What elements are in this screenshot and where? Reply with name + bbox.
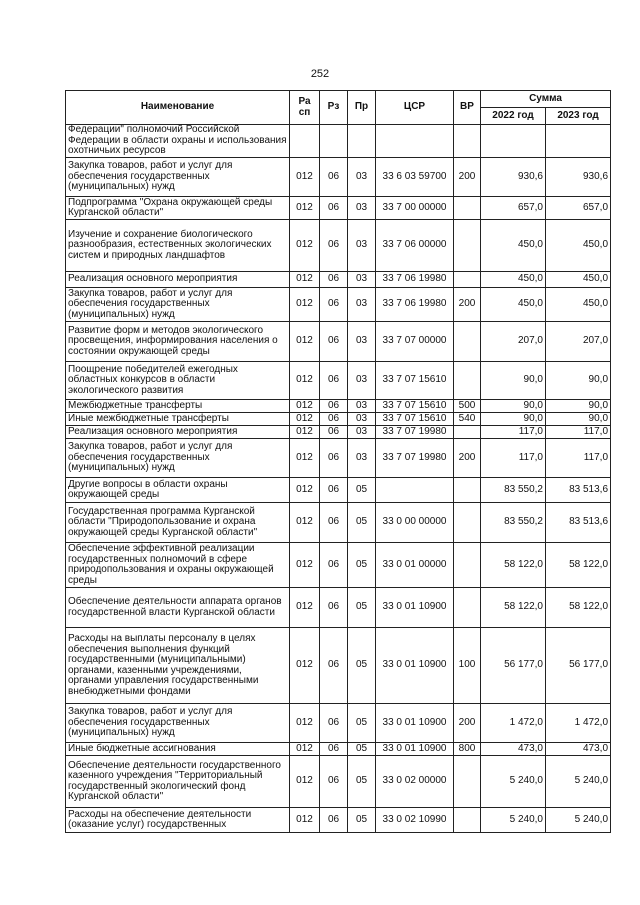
row-sum-2022: 473,0	[481, 743, 546, 756]
row-sum-2022: 930,6	[481, 158, 546, 197]
header-name: Наименование	[66, 91, 290, 125]
header-vr: ВР	[454, 91, 481, 125]
table-row	[66, 628, 611, 704]
row-sum-2023	[546, 125, 611, 158]
row-vr	[454, 808, 481, 833]
row-ra: 012	[290, 288, 320, 322]
row-rz: 06	[320, 400, 348, 413]
row-vr: 800	[454, 743, 481, 756]
row-pr: 03	[348, 413, 376, 426]
row-csr: 33 7 07 00000	[376, 322, 454, 362]
row-sum-2023: 90,0	[546, 400, 611, 413]
row-rz: 06	[320, 628, 348, 704]
table-row	[66, 197, 611, 220]
row-ra: 012	[290, 756, 320, 808]
row-sum-2022: 207,0	[481, 322, 546, 362]
row-sum-2023: 450,0	[546, 272, 611, 288]
row-name: Федерации" полномочий Российской Федерации в области охраны и использования охотничьих ресурсов	[66, 125, 290, 158]
row-ra: 012	[290, 158, 320, 197]
row-vr: 100	[454, 628, 481, 704]
row-ra: 012	[290, 272, 320, 288]
row-rz: 06	[320, 478, 348, 503]
row-rz: 06	[320, 588, 348, 628]
row-sum-2023: 117,0	[546, 439, 611, 478]
table-row	[66, 426, 611, 439]
row-name: Закупка товаров, работ и услуг для обеспечения государственных (муниципальных) нужд	[66, 158, 290, 197]
table-row	[66, 543, 611, 588]
row-pr: 05	[348, 704, 376, 743]
row-csr: 33 7 00 00000	[376, 197, 454, 220]
row-vr	[454, 543, 481, 588]
table-row	[66, 288, 611, 322]
row-sum-2023: 930,6	[546, 158, 611, 197]
row-sum-2023: 83 513,6	[546, 478, 611, 503]
row-sum-2023: 207,0	[546, 322, 611, 362]
row-vr: 200	[454, 439, 481, 478]
row-rz: 06	[320, 704, 348, 743]
row-name: Закупка товаров, работ и услуг для обеспечения государственных (муниципальных) нужд	[66, 439, 290, 478]
row-sum-2023: 5 240,0	[546, 756, 611, 808]
row-ra: 012	[290, 197, 320, 220]
row-vr: 200	[454, 158, 481, 197]
row-sum-2023: 1 472,0	[546, 704, 611, 743]
row-csr: 33 6 03 59700	[376, 158, 454, 197]
row-csr: 33 0 02 10990	[376, 808, 454, 833]
header-sum: Сумма	[481, 91, 611, 108]
row-csr: 33 0 01 10900	[376, 704, 454, 743]
row-rz: 06	[320, 158, 348, 197]
row-rz: 06	[320, 322, 348, 362]
row-sum-2022: 58 122,0	[481, 543, 546, 588]
row-sum-2022: 5 240,0	[481, 808, 546, 833]
row-pr: 03	[348, 426, 376, 439]
row-csr: 33 7 07 15610	[376, 400, 454, 413]
row-sum-2022: 83 550,2	[481, 478, 546, 503]
row-sum-2023: 5 240,0	[546, 808, 611, 833]
table-row	[66, 362, 611, 400]
row-rz: 06	[320, 220, 348, 272]
table-row	[66, 743, 611, 756]
row-pr: 03	[348, 197, 376, 220]
header-csr: ЦСР	[376, 91, 454, 125]
row-name: Поощрение победителей ежегодных областных конкурсов в области экологического развития	[66, 362, 290, 400]
row-csr: 33 7 07 19980	[376, 426, 454, 439]
row-ra: 012	[290, 478, 320, 503]
row-rz: 06	[320, 743, 348, 756]
row-ra: 012	[290, 743, 320, 756]
row-sum-2023: 83 513,6	[546, 503, 611, 543]
row-rz: 06	[320, 426, 348, 439]
row-vr: 500	[454, 400, 481, 413]
row-sum-2023: 56 177,0	[546, 628, 611, 704]
row-name: Другие вопросы в области охраны окружающей среды	[66, 478, 290, 503]
row-csr: 33 0 01 10900	[376, 588, 454, 628]
row-csr: 33 7 07 19980	[376, 439, 454, 478]
row-vr	[454, 478, 481, 503]
row-name: Иные межбюджетные трансферты	[66, 413, 290, 426]
row-pr: 05	[348, 808, 376, 833]
row-sum-2022: 1 472,0	[481, 704, 546, 743]
row-csr	[376, 478, 454, 503]
row-name: Межбюджетные трансферты	[66, 400, 290, 413]
row-pr: 05	[348, 756, 376, 808]
row-rz: 06	[320, 503, 348, 543]
row-sum-2022: 117,0	[481, 439, 546, 478]
row-ra: 012	[290, 439, 320, 478]
row-vr	[454, 756, 481, 808]
row-name: Закупка товаров, работ и услуг для обеспечения государственных (муниципальных) нужд	[66, 288, 290, 322]
row-ra: 012	[290, 220, 320, 272]
row-pr: 05	[348, 628, 376, 704]
row-pr: 03	[348, 362, 376, 400]
row-csr: 33 0 02 00000	[376, 756, 454, 808]
row-pr: 03	[348, 220, 376, 272]
row-sum-2022: 657,0	[481, 197, 546, 220]
row-pr: 03	[348, 288, 376, 322]
page-number: 252	[310, 68, 330, 80]
row-sum-2022: 5 240,0	[481, 756, 546, 808]
row-sum-2023: 450,0	[546, 220, 611, 272]
row-name: Изучение и сохранение биологического разнообразия, естественных экологических систем и природных ландшафтов	[66, 220, 290, 272]
row-sum-2023: 58 122,0	[546, 588, 611, 628]
header-2022: 2022 год	[481, 108, 546, 125]
row-vr	[454, 362, 481, 400]
row-ra: 012	[290, 808, 320, 833]
row-name: Обеспечение эффективной реализации государственных полномочий в сфере природопользования и охраны окружающей среды	[66, 543, 290, 588]
row-ra: 012	[290, 628, 320, 704]
table-row	[66, 704, 611, 743]
row-sum-2022: 56 177,0	[481, 628, 546, 704]
row-rz: 06	[320, 362, 348, 400]
row-ra: 012	[290, 704, 320, 743]
row-csr: 33 7 06 19980	[376, 272, 454, 288]
row-sum-2023: 58 122,0	[546, 543, 611, 588]
row-pr: 05	[348, 478, 376, 503]
row-name: Развитие форм и методов экологического просвещения, информирования населения о состоянии окружающей среды	[66, 322, 290, 362]
row-csr: 33 0 00 00000	[376, 503, 454, 543]
row-name: Расходы на обеспечение деятельности (оказание услуг) государственных	[66, 808, 290, 833]
row-pr: 03	[348, 439, 376, 478]
row-rz: 06	[320, 756, 348, 808]
row-name: Реализация основного мероприятия	[66, 426, 290, 439]
row-vr	[454, 125, 481, 158]
row-pr: 03	[348, 322, 376, 362]
row-name: Расходы на выплаты персоналу в целях обеспечения выполнения функций государственными (муниципальными) органами, казенными учреждениями, органами управления государственными внебюджетными фондами	[66, 628, 290, 704]
table-row	[66, 503, 611, 543]
row-sum-2022: 117,0	[481, 426, 546, 439]
table-row	[66, 125, 611, 158]
row-sum-2022: 83 550,2	[481, 503, 546, 543]
row-sum-2023: 90,0	[546, 362, 611, 400]
row-sum-2022: 450,0	[481, 288, 546, 322]
budget-table	[65, 90, 611, 833]
row-sum-2023: 117,0	[546, 426, 611, 439]
row-csr: 33 7 06 19980	[376, 288, 454, 322]
row-name: Закупка товаров, работ и услуг для обеспечения государственных (муниципальных) нужд	[66, 704, 290, 743]
row-name: Обеспечение деятельности государственного казенного учреждения "Территориальный государственный экологический фонд Курганской области"	[66, 756, 290, 808]
row-vr	[454, 588, 481, 628]
row-sum-2022: 58 122,0	[481, 588, 546, 628]
table-row	[66, 478, 611, 503]
row-rz: 06	[320, 272, 348, 288]
row-name: Обеспечение деятельности аппарата органов государственной власти Курганской области	[66, 588, 290, 628]
row-rz: 06	[320, 439, 348, 478]
row-vr: 200	[454, 288, 481, 322]
row-csr	[376, 125, 454, 158]
table-row	[66, 439, 611, 478]
row-sum-2022: 90,0	[481, 362, 546, 400]
row-sum-2022	[481, 125, 546, 158]
row-sum-2022: 450,0	[481, 220, 546, 272]
row-pr: 05	[348, 543, 376, 588]
row-ra: 012	[290, 322, 320, 362]
table-body	[66, 125, 611, 833]
row-csr: 33 0 01 10900	[376, 628, 454, 704]
table-row	[66, 756, 611, 808]
row-vr: 540	[454, 413, 481, 426]
row-ra: 012	[290, 413, 320, 426]
table-row	[66, 808, 611, 833]
row-pr: 03	[348, 158, 376, 197]
row-vr	[454, 197, 481, 220]
row-ra: 012	[290, 400, 320, 413]
row-csr: 33 0 01 10900	[376, 743, 454, 756]
row-vr	[454, 426, 481, 439]
row-name: Реализация основного мероприятия	[66, 272, 290, 288]
row-pr: 05	[348, 743, 376, 756]
row-ra: 012	[290, 543, 320, 588]
row-name: Подпрограмма "Охрана окружающей среды Курганской области"	[66, 197, 290, 220]
row-ra: 012	[290, 588, 320, 628]
row-sum-2023: 473,0	[546, 743, 611, 756]
row-csr: 33 7 07 15610	[376, 413, 454, 426]
row-rz: 06	[320, 808, 348, 833]
header-pr: Пр	[348, 91, 376, 125]
header-rz: Рз	[320, 91, 348, 125]
row-ra: 012	[290, 426, 320, 439]
header-2023: 2023 год	[546, 108, 611, 125]
row-rz: 06	[320, 288, 348, 322]
row-ra: 012	[290, 503, 320, 543]
row-sum-2023: 90,0	[546, 413, 611, 426]
row-sum-2022: 90,0	[481, 413, 546, 426]
row-csr: 33 7 06 00000	[376, 220, 454, 272]
table-row	[66, 413, 611, 426]
table-row	[66, 400, 611, 413]
row-name: Иные бюджетные ассигнования	[66, 743, 290, 756]
row-vr: 200	[454, 704, 481, 743]
row-sum-2022: 90,0	[481, 400, 546, 413]
table-row	[66, 220, 611, 272]
row-pr	[348, 125, 376, 158]
table-row	[66, 322, 611, 362]
row-rz: 06	[320, 413, 348, 426]
row-name: Государственная программа Курганской области "Природопользование и охрана окружающей среды Курганской области"	[66, 503, 290, 543]
row-rz: 06	[320, 197, 348, 220]
row-pr: 03	[348, 272, 376, 288]
row-vr	[454, 322, 481, 362]
row-ra	[290, 125, 320, 158]
row-sum-2022: 450,0	[481, 272, 546, 288]
row-sum-2023: 657,0	[546, 197, 611, 220]
row-csr: 33 0 01 00000	[376, 543, 454, 588]
header-ra: Ра сп	[290, 91, 320, 125]
table-row	[66, 158, 611, 197]
row-pr: 03	[348, 400, 376, 413]
row-vr	[454, 220, 481, 272]
row-rz	[320, 125, 348, 158]
row-sum-2023: 450,0	[546, 288, 611, 322]
row-vr	[454, 503, 481, 543]
row-pr: 05	[348, 588, 376, 628]
row-vr	[454, 272, 481, 288]
row-rz: 06	[320, 543, 348, 588]
table-row	[66, 588, 611, 628]
table-row	[66, 272, 611, 288]
row-ra: 012	[290, 362, 320, 400]
row-pr: 05	[348, 503, 376, 543]
row-csr: 33 7 07 15610	[376, 362, 454, 400]
